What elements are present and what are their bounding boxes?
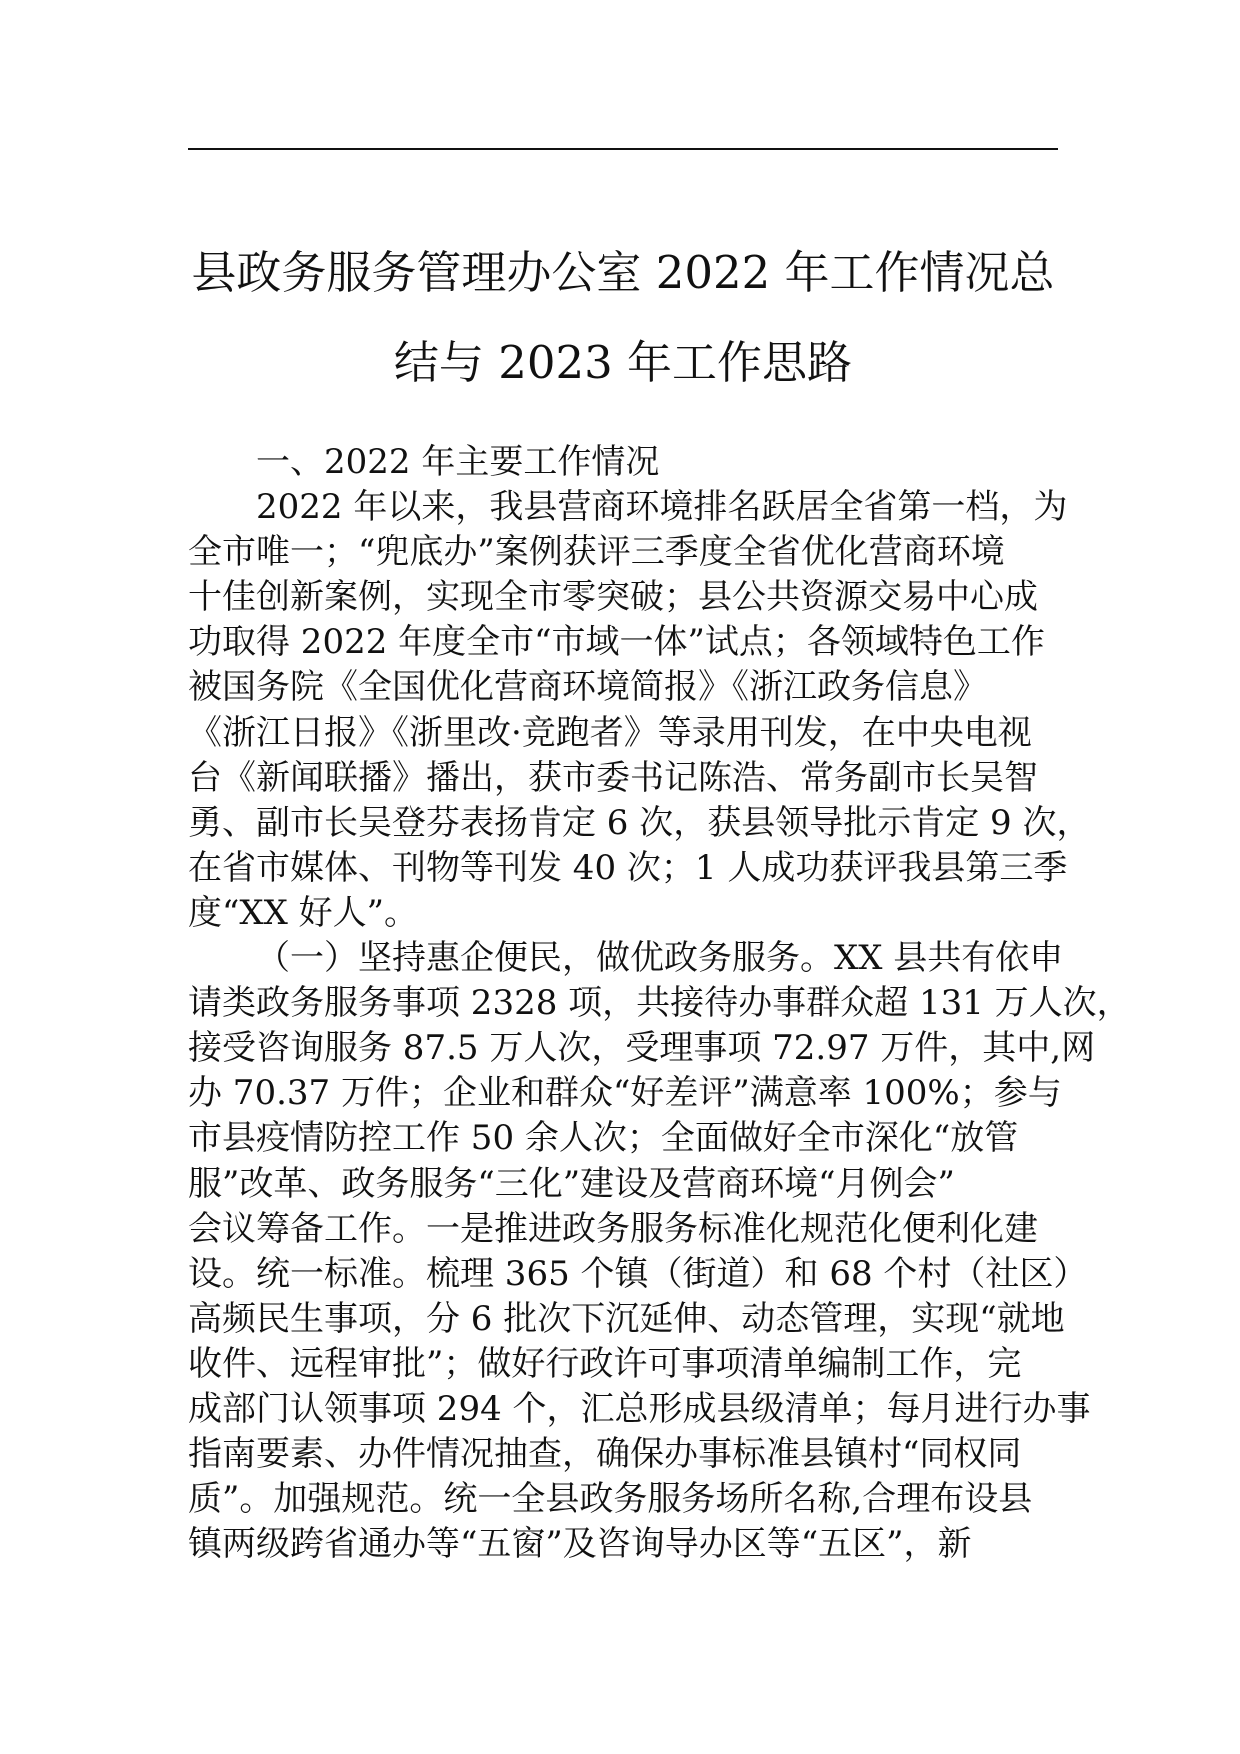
paragraph-line: 度“XX 好人”。 [188, 892, 418, 933]
paragraph-line: 办 70.37 万件；企业和群众“好差评”满意率 100%；参与 [188, 1073, 1062, 1114]
document-title [188, 228, 1058, 408]
paragraph-line: 设。统一标准。梳理 365 个镇（街道）和 68 个村（社区） [188, 1253, 1088, 1294]
paragraph-line: 镇两级跨省通办等“五窗”及咨询导办区等“五区”，新 [188, 1524, 972, 1565]
paragraph-line: 《浙江日报》《浙里改·竞跑者》等录用刊发，在中央电视 [188, 712, 1032, 753]
paragraph-line: 成部门认领事项 294 个，汇总形成县级清单；每月进行办事 [188, 1388, 1091, 1429]
paragraph-line: 市县疫情防控工作 50 余人次；全面做好全市深化“放管 [188, 1118, 1019, 1159]
title-line-1: 县政务服务管理办公室 2022 年工作情况总 [191, 246, 1055, 299]
paragraph-line: 质”。加强规范。统一全县政务服务场所名称,合理布设县 [188, 1479, 1033, 1520]
paragraph-line: 请类政务服务事项 2328 项，共接待办事群众超 131 万人次， [188, 983, 1131, 1024]
paragraph-line: 指南要素、办件情况抽查，确保办事标准县镇村“同权同 [188, 1434, 1022, 1475]
title-line-2: 结与 2023 年工作思路 [393, 336, 853, 389]
paragraph-line: 功取得 2022 年度全市“市域一体”试点；各领域特色工作 [188, 622, 1045, 663]
paragraph-line: （一）坚持惠企便民，做优政务服务。XX 县共有依申 [256, 938, 1064, 979]
paragraph-line: 勇、副市长吴登芬表扬肯定 6 次，获县领导批示肯定 9 次， [188, 802, 1091, 843]
paragraph-line: 接受咨询服务 87.5 万人次，受理事项 72.97 万件，其中,网 [188, 1028, 1096, 1069]
paragraph-line: 会议筹备工作。一是推进政务服务标准化规范化便利化建 [188, 1208, 1038, 1249]
paragraph-1 [188, 485, 1091, 936]
paragraph-line: 十佳创新案例，实现全市零突破；县公共资源交易中心成 [188, 577, 1038, 618]
paragraph-line: 收件、远程审批”；做好行政许可事项清单编制工作，完 [188, 1343, 1022, 1384]
paragraph-line: 被国务院《全国优化营商环境简报》《浙江政务信息》 [188, 667, 987, 708]
paragraph-line: 全市唯一；“兜底办”案例获评三季度全省优化营商环境 [188, 532, 1005, 573]
paragraph-line: 高频民生事项，分 6 批次下沉延伸、动态管理，实现“就地 [188, 1298, 1065, 1339]
paragraph-line: 服”改革、政务服务“三化”建设及营商环境“月例会” [188, 1163, 955, 1204]
paragraph-line: 在省市媒体、刊物等刊发 40 次；1 人成功获评我县第三季 [188, 847, 1068, 888]
section-heading: 一、2022 年主要工作情况 [256, 442, 660, 482]
paragraph-line: 台《新闻联播》播出，获市委书记陈浩、常务副市长吴智 [188, 757, 1038, 798]
paragraph-2 [188, 936, 1131, 1567]
document-body [188, 440, 1131, 1567]
header-rule [188, 148, 1058, 150]
paragraph-line: 2022 年以来，我县营商环境排名跃居全省第一档，为 [256, 487, 1068, 528]
